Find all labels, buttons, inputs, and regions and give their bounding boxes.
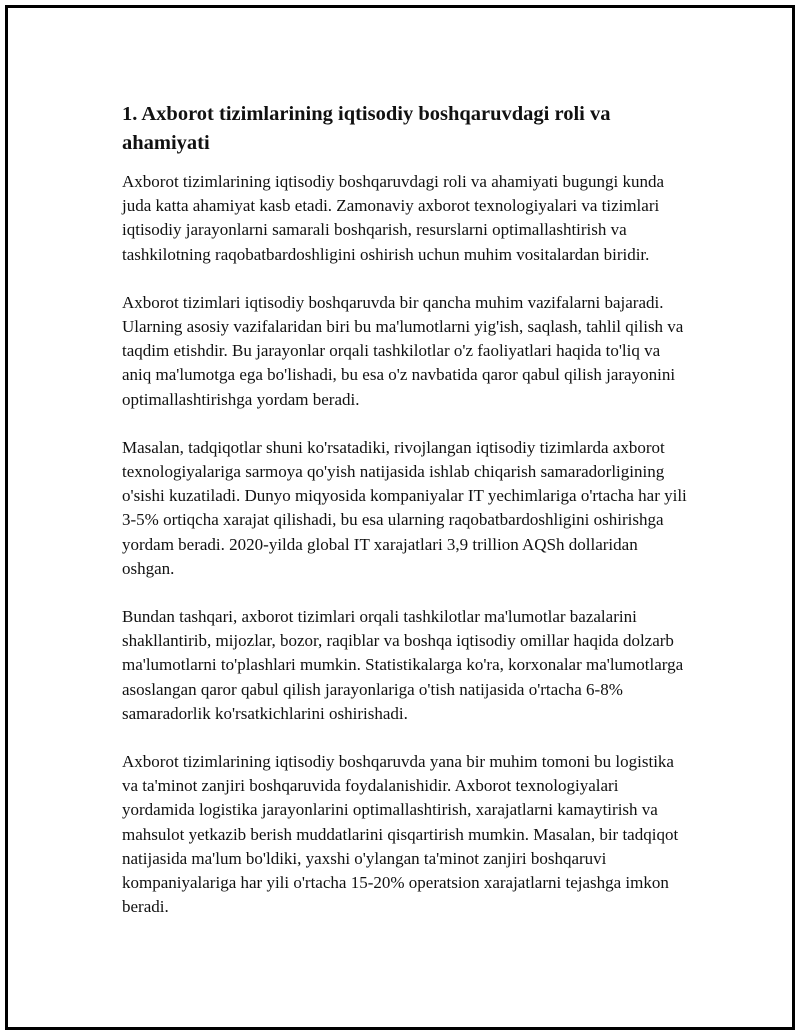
section-heading: 1. Axborot tizimlarining iqtisodiy boshqaruvdagi roli va ahamiyati <box>122 103 611 154</box>
document-body <box>122 100 692 943</box>
paragraph-functions: Axborot tizimlari iqtisodiy boshqaruvda bir qancha muhim vazifalarni bajaradi. Ularning asosiy vazifalaridan biri bu ma'lumotlarni yig'ish, saqlash, tahlil qilish va taqdim etishdir. Bu jarayonlar orqali tashkilotlar o'z faoliyatlari haqida to'liq va aniq ma'lumotga ega bo'lishadi, bu esa o'z navbatida qaror qabul qilish jarayonini optimallashtirishga yordam beradi. <box>122 292 684 409</box>
paragraph-logistics: Axborot tizimlarining iqtisodiy boshqaruvda yana bir muhim tomoni bu logistika va ta'minot zanjiri boshqaruvida foydalanishidir. Axborot texnologiyalari yordamida logistika jarayonlarini optimallashtirish, xarajatlarni kamaytirish va mahsulot yetkazib berish muddatlarini qisqartirish mumkin. Masalan, bir tadqiqot natijasida ma'lum bo'ldiki, yaxshi o'ylangan ta'minot zanjiri boshqaruvi kompaniyalariga har yili o'rtacha 15-20% operatsion xarajatlarni tejashga imkon beradi. <box>122 752 679 917</box>
paragraph-databases: Bundan tashqari, axborot tizimlari orqali tashkilotlar ma'lumotlar bazalarini shakllantirib, mijozlar, bozor, raqiblar va boshqa iqtisodiy omillar haqida dolzarb ma'lumotlarni to'plashlari mumkin. Statistikalarga ko'ra, korxonalar ma'lumotlarga asoslangan qaror qabul qilish jarayonlariga o'tish natijasida o'rtacha 6-8% samaradorlik ko'rsatkichlarini oshirishadi. <box>122 607 684 723</box>
paragraph-investment-example: Masalan, tadqiqotlar shuni ko'rsatadiki, rivojlangan iqtisodiy tizimlarda axborot texnologiyalariga sarmoya qo'yish natijasida ishlab chiqarish samaradorligining o'sishi kuzatiladi. Dunyo miqyosida kompaniyalar IT yechimlariga o'rtacha har yili 3-5% ortiqcha xarajat qilishadi, bu esa ularning raqobatbardoshligini oshirishga yordam beradi. 2020-yilda global IT xarajatlari 3,9 trillion AQSh dollaridan oshgan. <box>122 437 687 578</box>
document-page <box>5 5 795 1030</box>
paragraph-intro: Axborot tizimlarining iqtisodiy boshqaruvdagi roli va ahamiyati bugungi kunda juda katta ahamiyat kasb etadi. Zamonaviy axborot texnologiyalari va tizimlari iqtisodiy jarayonlarni samarali boshqarish, resurslarni optimallashtirish va tashkilotning raqobatbardoshligini oshirish uchun muhim vositalardan biridir. <box>122 172 665 264</box>
